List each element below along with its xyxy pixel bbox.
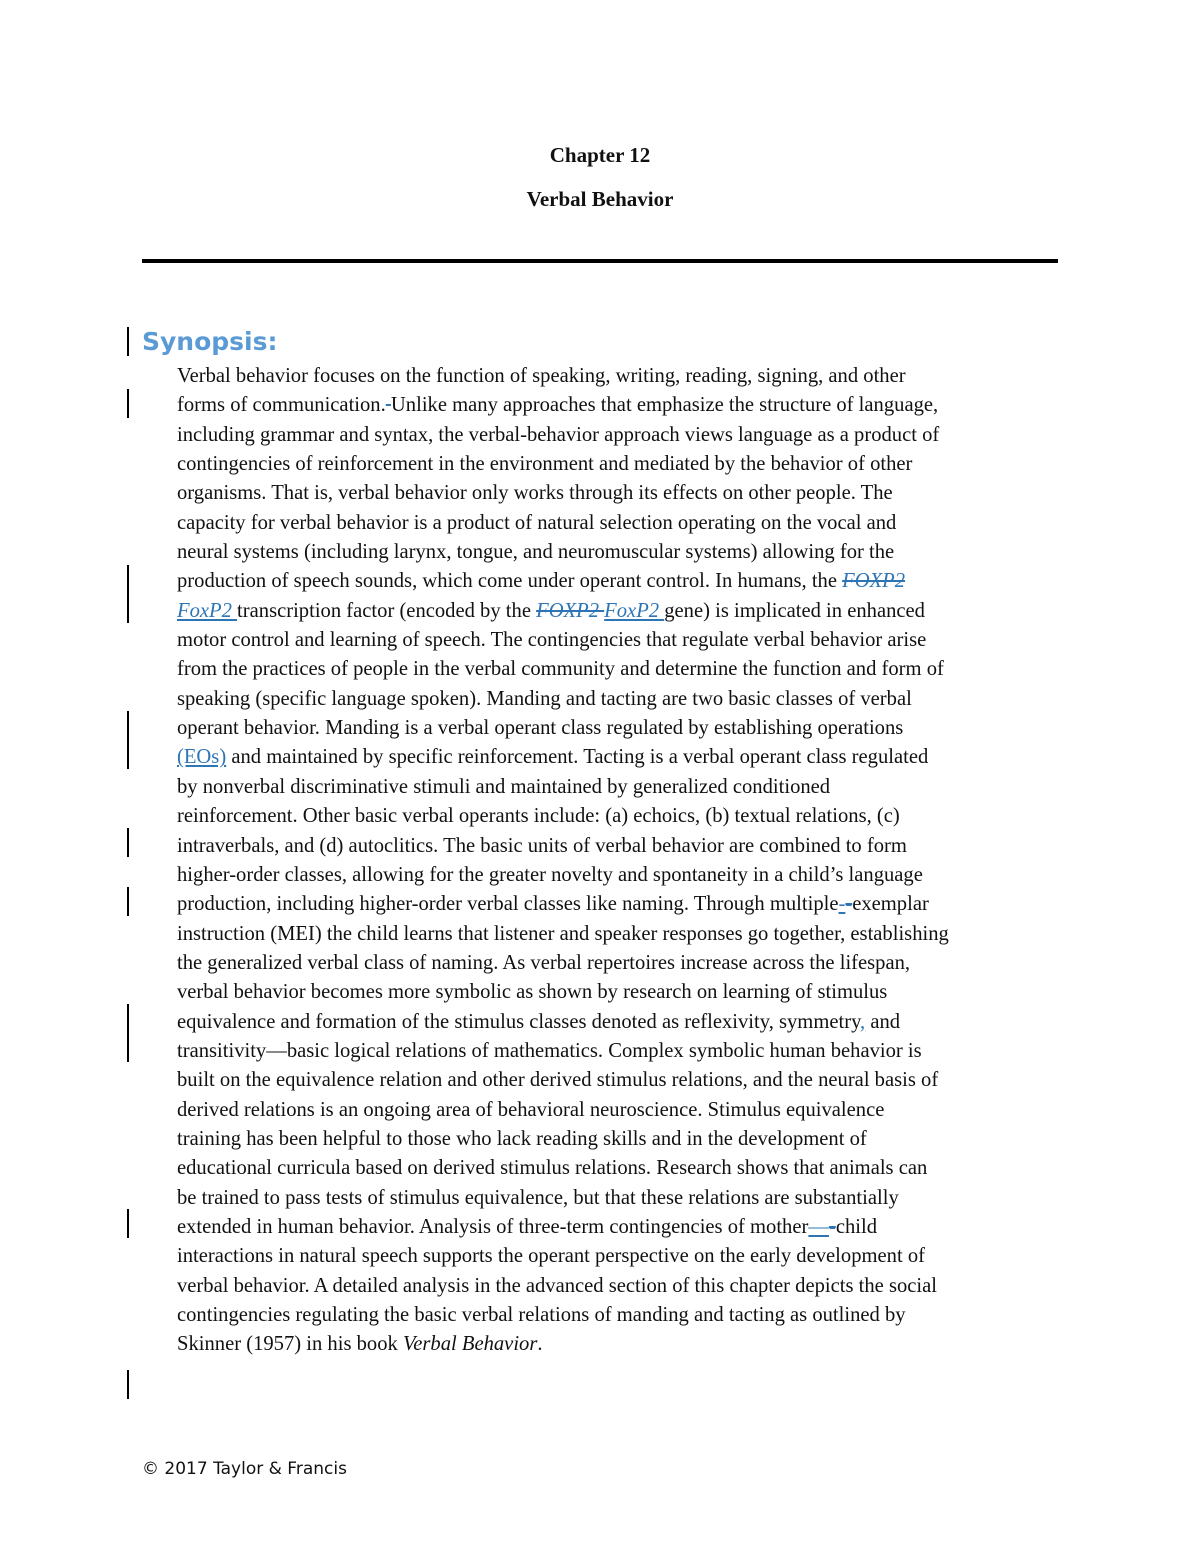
book-title: Verbal Behavior (402, 1333, 538, 1356)
text-line: motor control and learning of speech. The contingencies that regulate verbal behavior arise (177, 629, 927, 652)
text-line: neural systems (including larynx, tongue, and neuromuscular systems) allowing for the (177, 541, 895, 564)
text-line: interactions in natural speech supports the operant perspective on the early development of (177, 1245, 925, 1268)
copyright-footer: © 2017 Taylor & Francis (142, 1459, 347, 1479)
tracked-insertion: FoxP2 (604, 599, 665, 622)
text-line: intraverbals, and (d) autoclitics. The basic units of verbal behavior are combined to form (177, 834, 907, 857)
section-heading: Synopsis: (142, 327, 278, 356)
change-bar (127, 1370, 129, 1399)
text-line: production of speech sounds, which come under operant control. In humans, the FOXP2 (177, 570, 906, 593)
tracked-deletion: - (828, 1215, 836, 1238)
horizontal-rule (142, 259, 1058, 263)
text-line: forms of communication. Unlike many approaches that emphasize the structure of language, (177, 394, 939, 417)
text-line: transitivity—basic logical relations of mathematics. Complex symbolic human behavior is (177, 1039, 922, 1062)
tracked-deletion: - (845, 893, 853, 916)
text-line: organisms. That is, verbal behavior only works through its effects on other people. The (177, 482, 893, 505)
tracked-deletion: FOXP2 (536, 599, 605, 622)
text-line: verbal behavior. A detailed analysis in the advanced section of this chapter depicts the social (177, 1274, 938, 1297)
text-line: production, including higher-order verbal classes like naming. Through multiple--exemplar (177, 893, 929, 916)
tracked-insertion: (EOs) (177, 746, 227, 769)
change-bar (127, 828, 129, 857)
text-line: be trained to pass tests of stimulus equivalence, but that these relations are substantially (177, 1186, 899, 1209)
chapter-subtitle: Verbal Behavior (526, 187, 674, 211)
tracked-insertion: , (860, 1010, 866, 1033)
text-line: training has been helpful to those who lack reading skills and in the development of (177, 1127, 867, 1150)
tracked-deletion: FOXP2 (842, 570, 906, 593)
synopsis-paragraph (177, 362, 1062, 1360)
text-line: reinforcement. Other basic verbal operants include: (a) echoics, (b) textual relations, (c) (177, 805, 900, 828)
chapter-title: Chapter 12 (549, 143, 651, 167)
text-line: speaking (specific language spoken). Manding and tacting are two basic classes of verbal (177, 687, 912, 710)
text-line: instruction (MEI) the child learns that listener and speaker responses go together, establishing (177, 922, 949, 945)
text-line: by nonverbal discriminative stimuli and maintained by generalized conditioned (177, 775, 831, 798)
text-line: including grammar and syntax, the verbal-behavior approach views language as a product of (177, 423, 940, 446)
text-line: FoxP2 transcription factor (encoded by the FOXP2 FoxP2 gene) is implicated in enhanced (177, 599, 925, 622)
text-line: the generalized verbal class of naming. As verbal repertoires increase across the lifespan, (177, 951, 911, 974)
text-line: from the practices of people in the verbal community and determine the function and form of (177, 658, 944, 681)
tracked-insertion: FoxP2 (177, 599, 238, 622)
text-line: derived relations is an ongoing area of behavioral neuroscience. Stimulus equivalence (177, 1098, 885, 1121)
text-line: operant behavior. Manding is a verbal operant class regulated by establishing operations (177, 717, 904, 740)
change-bar (127, 565, 129, 623)
change-bar (127, 389, 129, 418)
text-line: educational curricula based on derived stimulus relations. Research shows that animals can (177, 1157, 928, 1180)
change-bar (127, 327, 129, 356)
change-bar (127, 1209, 129, 1238)
text-line: contingencies of reinforcement in the environment and mediated by the behavior of other (177, 453, 913, 476)
text-line: extended in human behavior. Analysis of three-term contingencies of mother—-child (177, 1215, 877, 1238)
text-line: equivalence and formation of the stimulus classes denoted as reflexivity, symmetry, and (177, 1010, 901, 1033)
tracked-insertion: — (808, 1215, 829, 1238)
text-line: verbal behavior becomes more symbolic as shown by research on learning of stimulus (177, 981, 888, 1004)
text-line: Skinner (1957) in his book Verbal Behavior. (177, 1333, 543, 1356)
tracked-insertion: - (838, 893, 846, 916)
text-line: capacity for verbal behavior is a product of natural selection operating on the vocal and (177, 511, 897, 534)
change-bar (127, 1004, 129, 1062)
text-line: higher-order classes, allowing for the greater novelty and spontaneity in a child’s language (177, 863, 923, 886)
text-line: built on the equivalence relation and other derived stimulus relations, and the neural basis of (177, 1069, 939, 1092)
text-line: contingencies regulating the basic verbal relations of manding and tacting as outlined by (177, 1304, 906, 1326)
text-line: (EOs) and maintained by specific reinforcement. Tacting is a verbal operant class regulated (177, 746, 929, 769)
change-bar (127, 711, 129, 769)
text-line: Verbal behavior focuses on the function of speaking, writing, reading, signing, and other (177, 365, 906, 387)
change-bar (127, 887, 129, 916)
